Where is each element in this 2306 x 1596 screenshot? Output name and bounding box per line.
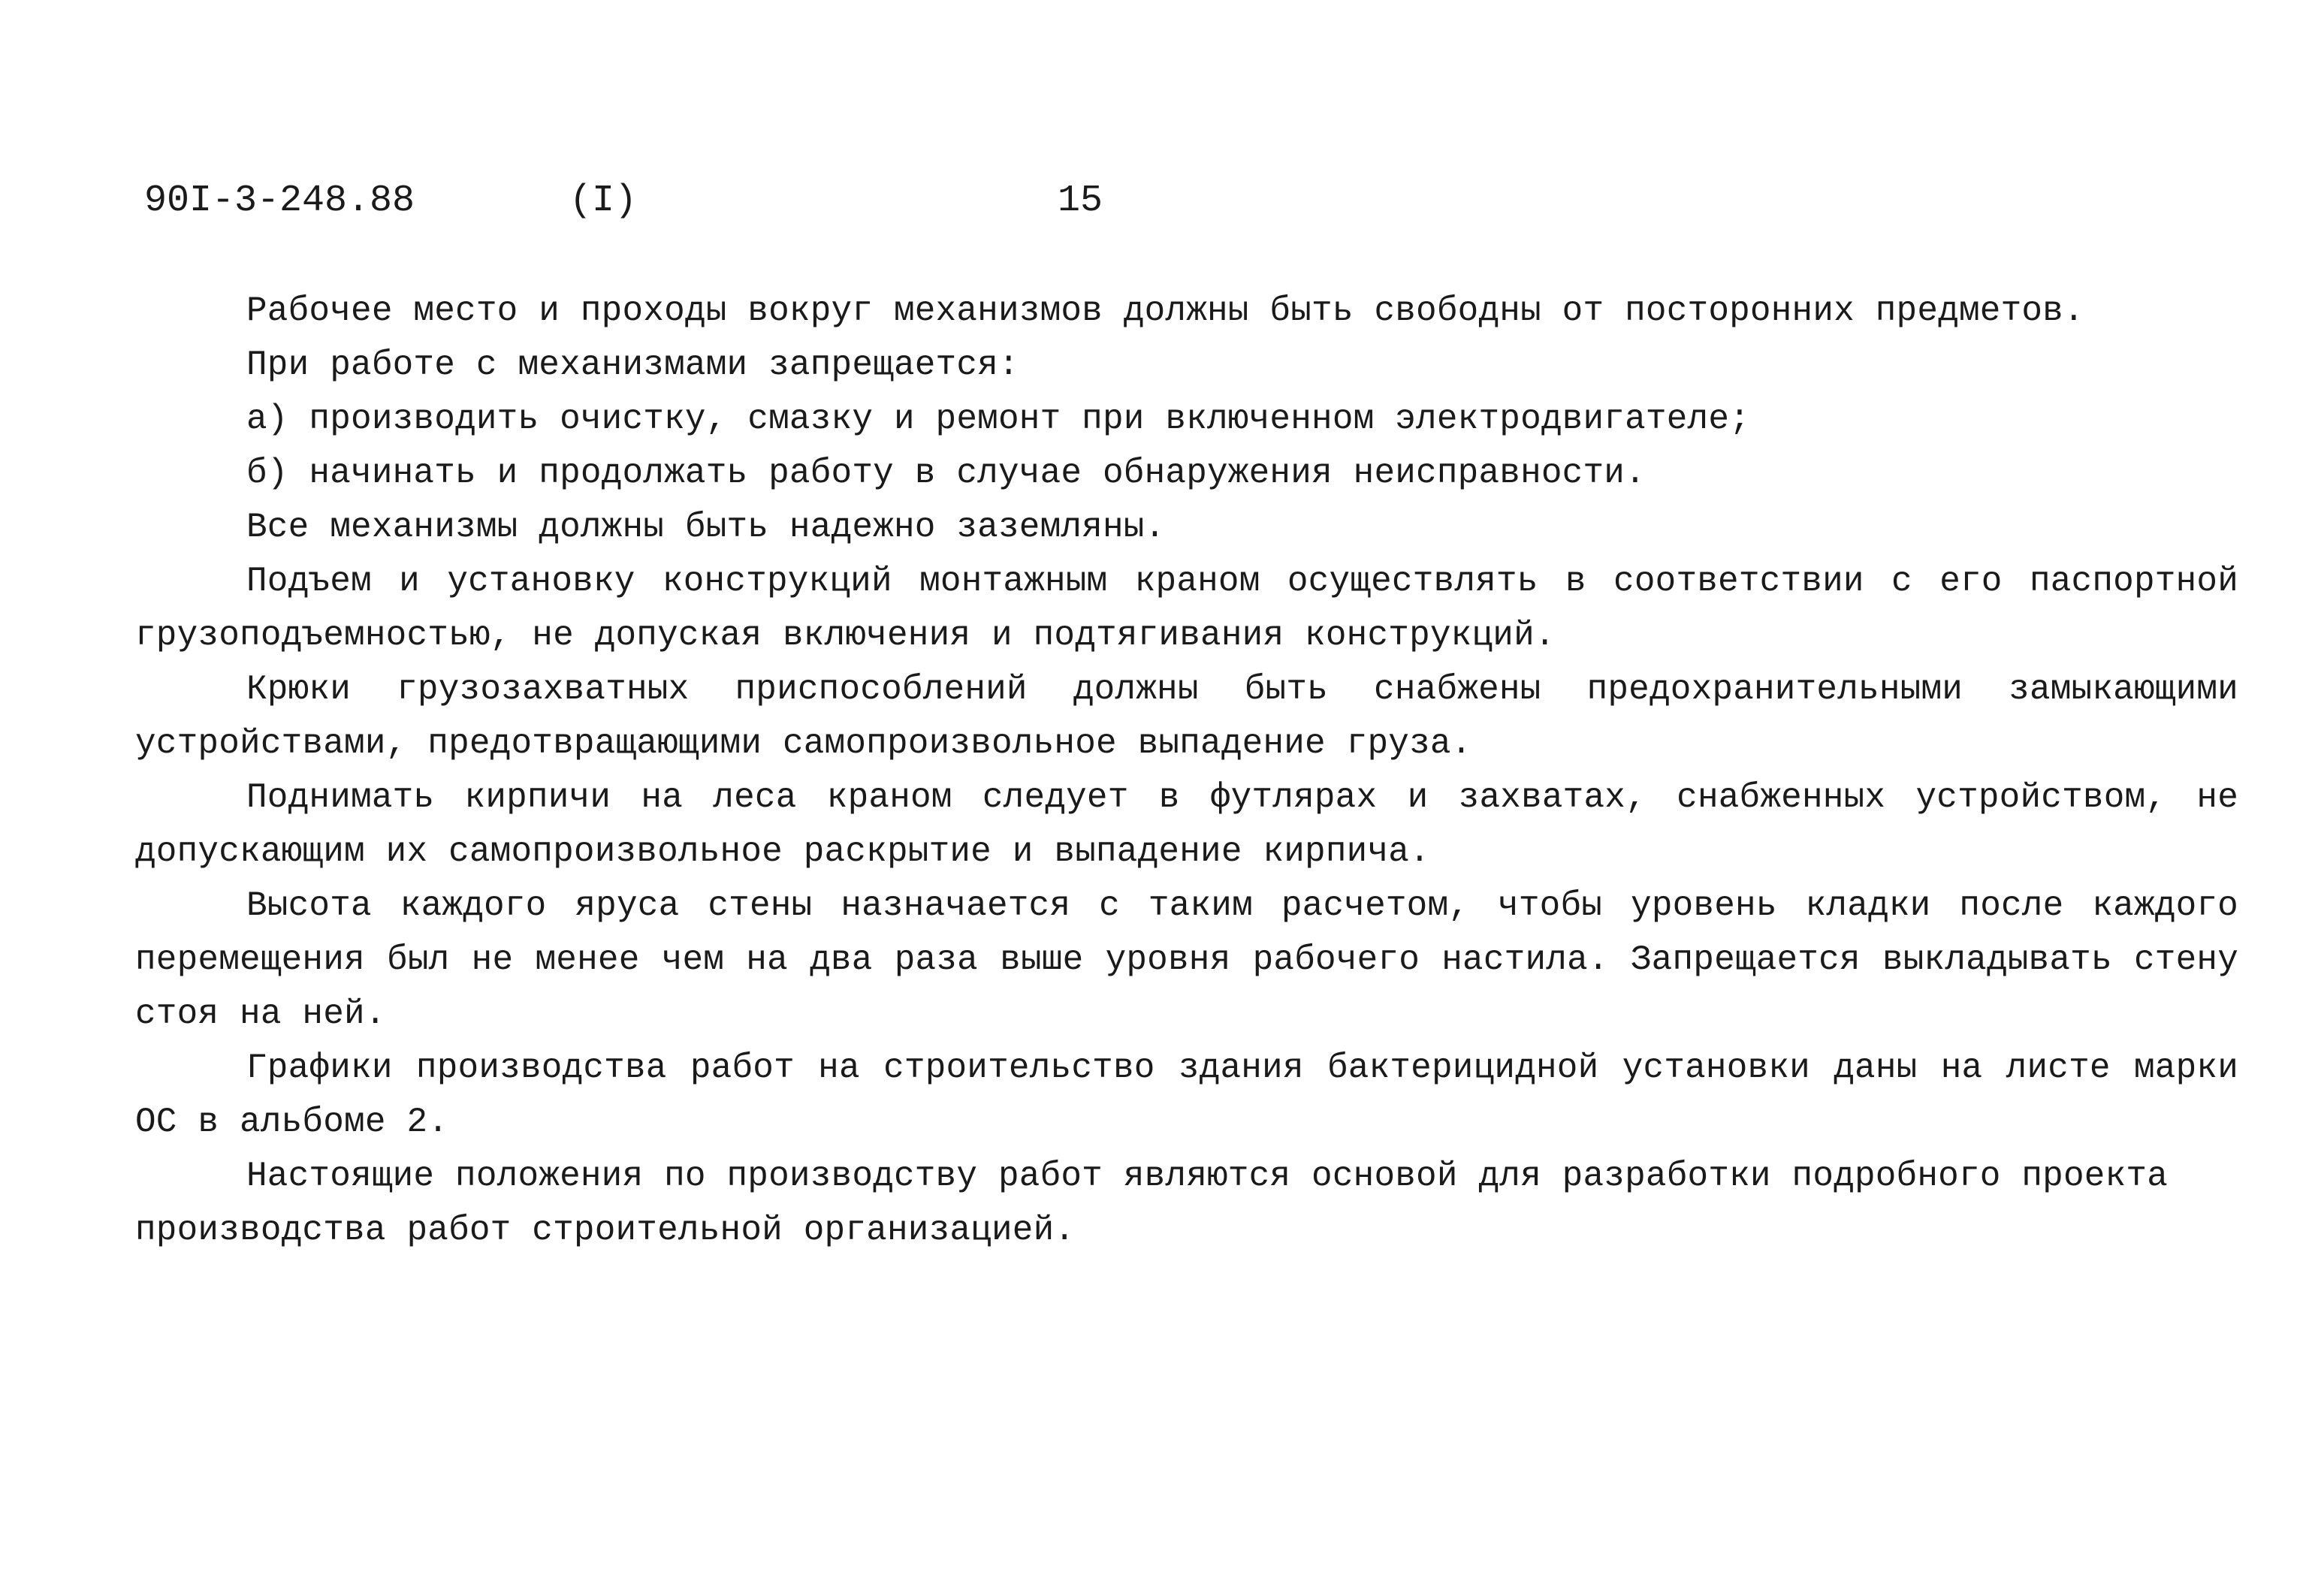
- document-part: (I): [569, 180, 638, 222]
- paragraph: При работе с механизмами запрещается:: [246, 345, 1019, 385]
- list-item: а) производить очистку, смазку и ремонт при включенном электродвигателе;: [246, 400, 1750, 439]
- paragraph: Подъем и установку конструкций монтажным краном осуществлять в соответствии с его паспортной грузоподъемностью, не допуская включения и подтягивания конструкций.: [135, 562, 2238, 655]
- page-header: [0, 171, 2306, 231]
- document-code: 90I-3-248.88: [144, 180, 415, 222]
- paragraph: Крюки грузозахватных приспособлений должны быть снабжены предохранительными замыкающими устройствами, предотвращающими самопроизвольное выпадение груза.: [135, 670, 2238, 763]
- paragraph: Высота каждого яруса стены назначается с таким расчетом, чтобы уровень кладки после каждого перемещения был не менее чем на два раза выше уровня рабочего настила. Запрещается выкладывать стену стоя на ней.: [135, 886, 2238, 1033]
- page-number: 15: [1058, 180, 1103, 222]
- paragraph: Графики производства работ на строительство здания бактерицидной установки даны на листе марки ОС в альбоме 2.: [135, 1048, 2238, 1142]
- paragraph: Рабочее место и проходы вокруг механизмов должны быть свободны от посторонних предметов.: [246, 291, 2084, 330]
- list-item: б) начинать и продолжать работу в случае обнаружения неисправности.: [246, 454, 1646, 493]
- paragraph: Поднимать кирпичи на леса краном следует в футлярах и захватах, снабженных устройством, не допускающим их самопроизвольное раскрытие и выпадение кирпича.: [135, 778, 2238, 871]
- body-text: [135, 284, 2238, 1257]
- paragraph: Настоящие положения по производству работ являются основой для разработки подробного проекта производства работ строительной организацией.: [135, 1157, 2169, 1250]
- paragraph: Все механизмы должны быть надежно заземляны.: [246, 508, 1166, 547]
